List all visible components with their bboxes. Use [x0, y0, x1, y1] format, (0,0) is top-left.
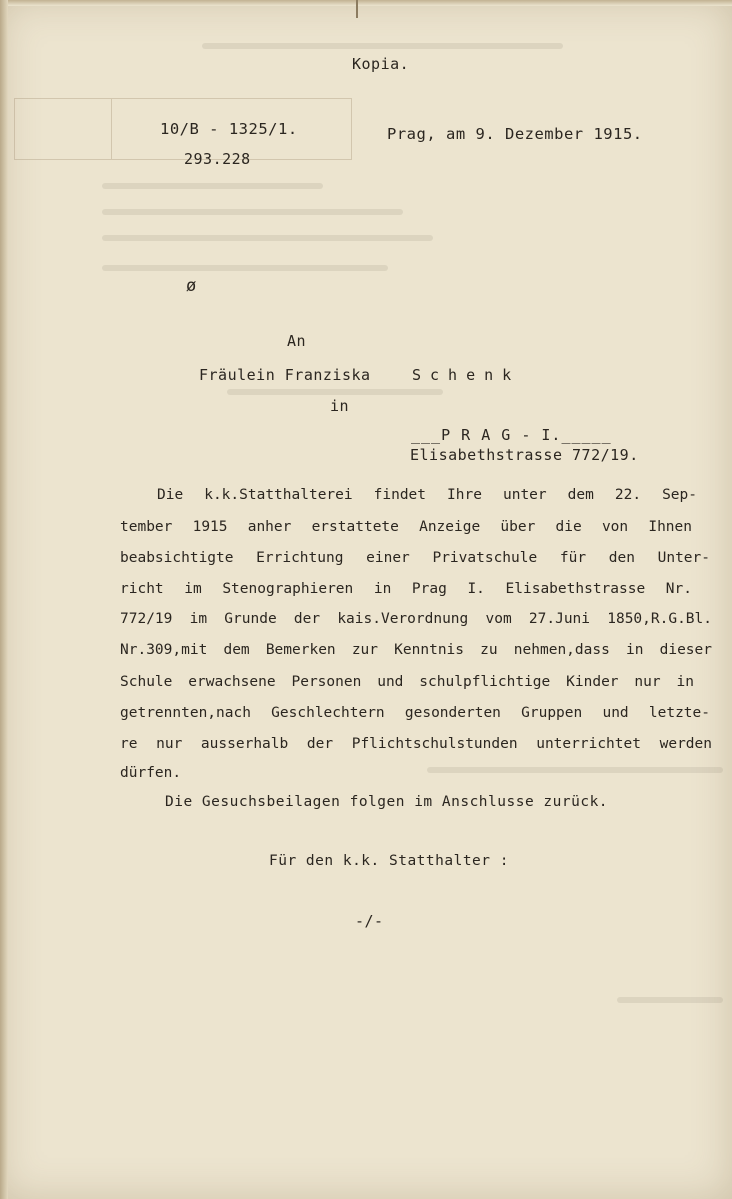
body-line: dürfen. — [120, 765, 182, 781]
address-street: Elisabethstrasse 772/19. — [410, 446, 639, 464]
body-line: re nur ausserhalb der Pflichtschulstunden unterrichtet werden — [120, 736, 712, 752]
address-city: ___P R A G - I._____ — [411, 426, 612, 444]
enclosures-line: Die Gesuchsbeilagen folgen im Anschlusse zurück. — [165, 794, 609, 810]
body-line: tember 1915 anher erstattete Anzeige über die von Ihnen — [120, 519, 692, 535]
address-to: An — [287, 332, 307, 350]
body-line: richt im Stenographieren in Prag I. Elisabethstrasse Nr. — [120, 581, 692, 597]
copy-label: Kopia. — [352, 55, 410, 73]
reference-subnumber: 293.228 — [184, 150, 251, 168]
address-in: in — [330, 397, 350, 415]
recipient-surname: Schenk — [412, 366, 521, 384]
body-line: Nr.309,mit dem Bemerken zur Kenntnis zu nehmen,dass in dieser — [120, 642, 712, 658]
place-date: Prag, am 9. Dezember 1915. — [387, 125, 643, 143]
body-line: getrennten,nach Geschlechtern gesonderten Gruppen und letzte- — [120, 705, 710, 721]
signature-for-line: Für den k.k. Statthalter : — [269, 853, 509, 869]
annotation-mark: ø — [186, 276, 197, 296]
reference-number: 10/B - 1325/1. — [160, 120, 298, 138]
signature-mark: -/- — [355, 912, 384, 930]
body-line: 772/19 im Grunde der kais.Verordnung vom 27.Juni 1850,R.G.Bl. — [120, 611, 712, 627]
body-line: Schule erwachsene Personen und schulpflichtige Kinder nur in — [120, 674, 694, 690]
body-line: Die k.k.Statthalterei findet Ihre unter dem 22. Sep- — [157, 487, 697, 503]
body-line: beabsichtigte Errichtung einer Privatschule für den Unter- — [120, 550, 710, 566]
recipient-prefix: Fräulein Franziska — [199, 366, 371, 384]
